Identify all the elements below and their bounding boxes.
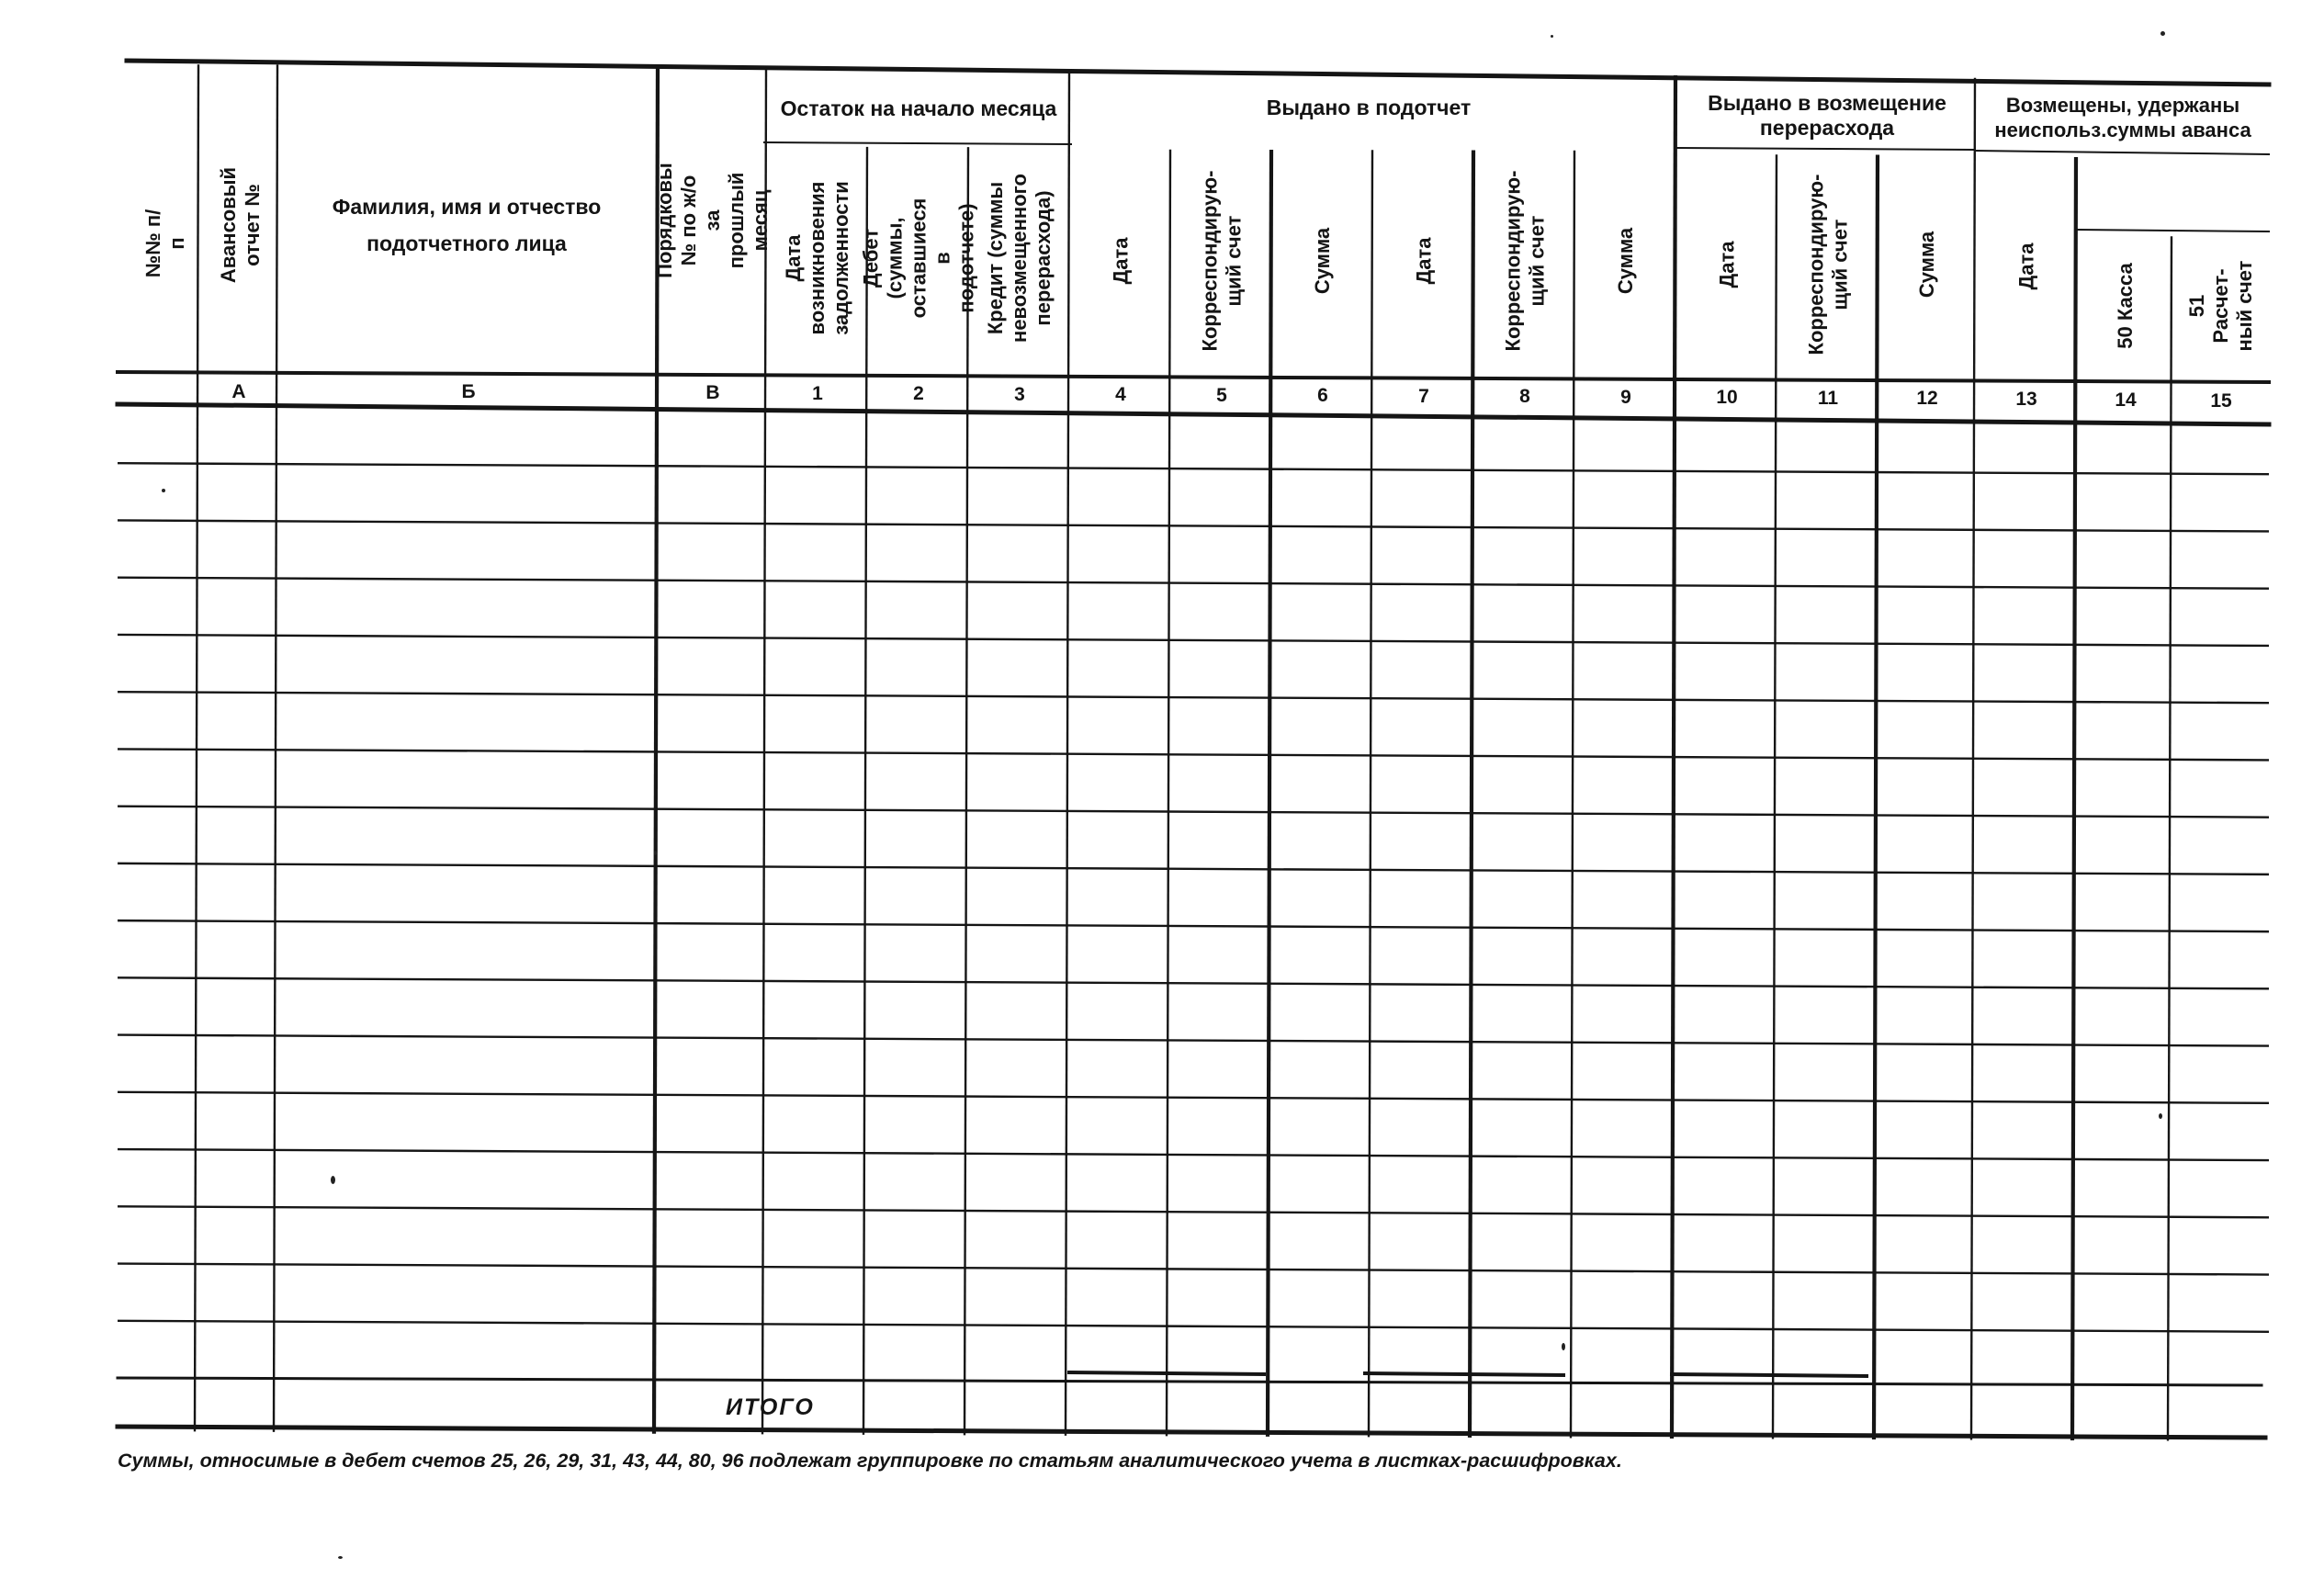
- header-issued-corr-2: Корреспондирую-щий счет: [1501, 170, 1548, 352]
- header-issued-date-1: Дата: [1108, 237, 1132, 285]
- scan-speck: [338, 1556, 343, 1559]
- column-code: 12: [1916, 388, 1938, 409]
- column-code: 6: [1317, 385, 1328, 406]
- table-row[interactable]: [200, 1100, 2265, 1151]
- header-issued: Выдано в подотчет: [1266, 95, 1472, 119]
- column-code: 3: [1014, 384, 1025, 405]
- column-code: 8: [1519, 386, 1530, 407]
- table-row[interactable]: [200, 1271, 2265, 1323]
- header-debit: Дебет (суммы, оставшиеся в подотчете): [859, 198, 978, 319]
- column-code: 7: [1418, 386, 1429, 407]
- column-code: 15: [2210, 390, 2232, 412]
- scan-speck: [654, 851, 657, 855]
- column-code: 5: [1216, 385, 1227, 406]
- table-row[interactable]: [200, 985, 2265, 1036]
- header-overrun: Выдано в возмещение перерасхода: [1708, 91, 1946, 140]
- table-row[interactable]: [200, 699, 2265, 750]
- header-overrun-date: Дата: [1714, 241, 1738, 288]
- scan-speck: [1551, 35, 1553, 38]
- header-overrun-sum: Сумма: [1914, 231, 1938, 299]
- table-row[interactable]: [200, 642, 2265, 694]
- column-code: 1: [812, 383, 823, 404]
- table-row[interactable]: [200, 871, 2265, 922]
- table-row[interactable]: [200, 1328, 2265, 1380]
- column-code: 14: [2115, 389, 2137, 411]
- header-row-number: №№ п/п: [141, 209, 188, 278]
- header-full-name: Фамилия, имя и отчество подотчетного лица: [332, 195, 602, 255]
- table-row[interactable]: [200, 527, 2265, 579]
- header-refunded: Возмещены, удержаны неиспольз.суммы аванса: [1994, 94, 2251, 141]
- header-advance-report: Авансовый отчет №: [217, 166, 264, 284]
- column-code: 11: [1817, 388, 1839, 409]
- header-issued-date-2: Дата: [1411, 237, 1435, 285]
- table-row[interactable]: [200, 814, 2265, 865]
- scan-speck: [2160, 31, 2165, 36]
- column-code: А: [231, 381, 246, 402]
- scan-speck: [331, 1176, 335, 1184]
- total-label: ИТОГО: [726, 1394, 815, 1420]
- scan-speck: [2159, 1113, 2162, 1119]
- column-code: 4: [1115, 384, 1126, 405]
- header-issued-corr-1: Корреспондирую-щий счет: [1198, 170, 1245, 352]
- header-overrun-corr: Корреспондирую-щий счет: [1804, 174, 1851, 356]
- table-row[interactable]: [200, 1213, 2265, 1265]
- footnote: Суммы, относимые в дебет счетов 25, 26, 29, 31, 43, 44, 80, 96 подлежат группировке по статьям аналитического учета в листках-расшифровках.: [118, 1450, 1622, 1472]
- table-row[interactable]: [200, 756, 2265, 807]
- column-code: 10: [1716, 387, 1738, 408]
- column-code: 2: [913, 383, 924, 404]
- table-row[interactable]: [200, 585, 2265, 637]
- table-row[interactable]: [200, 470, 2265, 522]
- header-issued-sum-2: Сумма: [1613, 227, 1637, 295]
- scan-speck: [162, 489, 165, 492]
- scan-speck: [1562, 1343, 1565, 1350]
- header-balance-start: Остаток на начало месяца: [780, 96, 1057, 120]
- table-row[interactable]: [200, 928, 2265, 979]
- header-refunded-date: Дата: [2014, 243, 2037, 290]
- column-code: В: [705, 382, 720, 403]
- column-code: 9: [1620, 387, 1631, 408]
- header-settlement-51: 51 Расчет-ный счет: [2185, 260, 2256, 352]
- table-row[interactable]: [200, 413, 2265, 465]
- header-issued-sum-1: Сумма: [1310, 227, 1334, 295]
- table-row[interactable]: [200, 1157, 2265, 1208]
- header-debt-date: Дата возникновения задолженности: [782, 181, 853, 335]
- column-code: 13: [2015, 389, 2037, 410]
- header-cash-50: 50 Касса: [2114, 263, 2137, 349]
- header-prev-month-number: Порядковы № по ж/о за прошлый месяц: [653, 163, 772, 278]
- total-row[interactable]: [863, 1383, 2265, 1429]
- column-code: Б: [461, 381, 476, 402]
- table-row[interactable]: [200, 1043, 2265, 1094]
- header-credit: Кредит (суммы невозмещенного перерасхода): [984, 174, 1055, 343]
